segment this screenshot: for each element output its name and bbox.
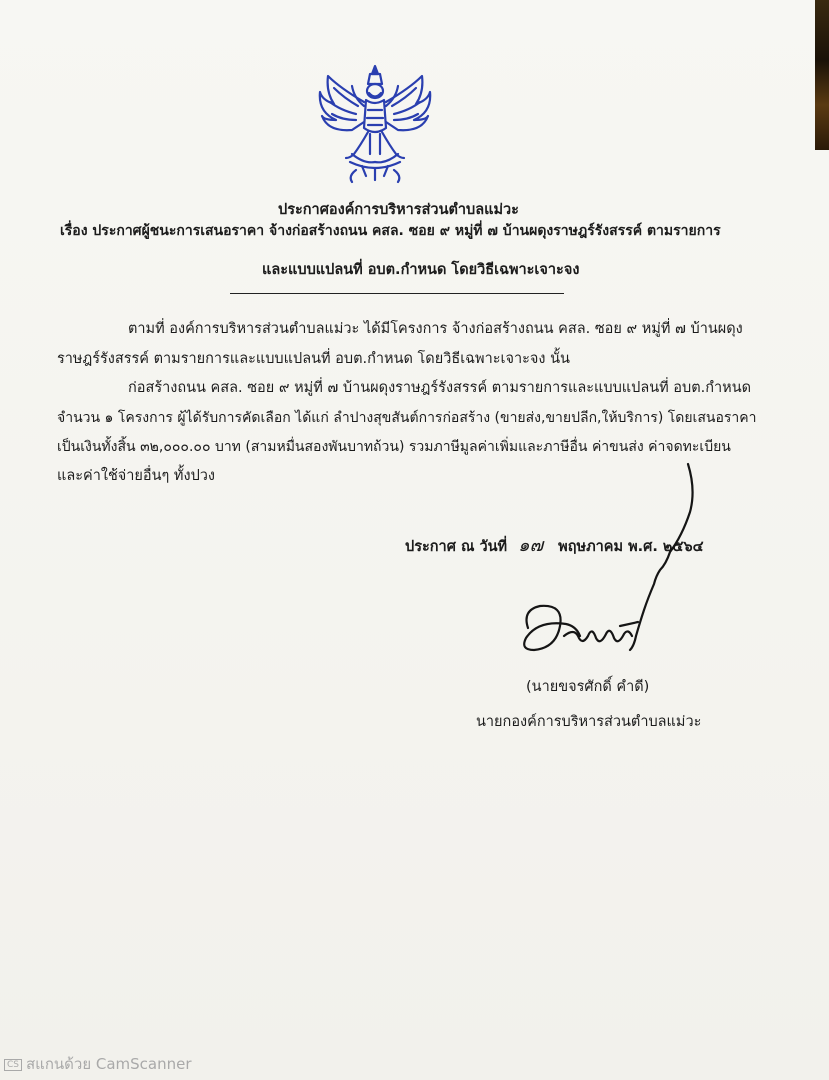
signer-name: (นายขจรศักดิ์ คำดี) xyxy=(526,679,650,695)
camscanner-watermark xyxy=(4,1052,192,1076)
handwritten-signature xyxy=(520,460,720,675)
subject-line-1: เรื่อง ประกาศผู้ชนะการเสนอราคา จ้างก่อสร้างถนน คสล. ซอย ๙ หมู่ที่ ๗ บ้านผดุงราษฎร์รังสรรค์ ตามรายการ xyxy=(60,223,721,239)
signer-position: นายกองค์การบริหารส่วนตำบลแม่วะ xyxy=(476,714,702,730)
paragraph-1-line-1: ตามที่ องค์การบริหารส่วนตำบลแม่วะ ได้มีโครงการ จ้างก่อสร้างถนน คสล. ซอย ๙ หมู่ที่ ๗ บ้านผดุง xyxy=(128,321,743,337)
paragraph-1-line-2: ราษฎร์รังสรรค์ ตามรายการและแบบแปลนที่ อบต.กำหนด โดยวิธีเฉพาะเจาะจง นั้น xyxy=(57,351,570,367)
paragraph-2-line-3: เป็นเงินทั้งสิ้น ๓๒,๐๐๐.๐๐ บาท (สามหมื่นสองพันบาทถ้วน) รวมภาษีมูลค่าเพิ่มและภาษีอื่น ค่าขนส่ง ค่าจดทะเบียน xyxy=(57,439,731,455)
date-prefix: ประกาศ ณ วันที่ xyxy=(405,539,508,555)
garuda-emblem-icon xyxy=(300,58,450,198)
announcement-title: ประกาศองค์การบริหารส่วนตำบลแม่วะ xyxy=(278,202,519,218)
paragraph-2-line-2: จำนวน ๑ โครงการ ผู้ได้รับการคัดเลือก ได้แก่ ลำปางสุขสันต์การก่อสร้าง (ขายส่ง,ขายปลีก,ให้บริการ) โดยเสนอราคา xyxy=(57,410,757,426)
subject-line-2: และแบบแปลนที่ อบต.กำหนด โดยวิธีเฉพาะเจาะจง xyxy=(262,262,580,278)
date-day-handwritten: ๑๗ xyxy=(518,535,544,556)
watermark-text: สแกนด้วย CamScanner xyxy=(26,1055,192,1073)
camscanner-logo-icon: CS xyxy=(4,1059,22,1071)
paragraph-2-line-4: และค่าใช้จ่ายอื่นๆ ทั้งปวง xyxy=(57,468,215,484)
paragraph-2-line-1: ก่อสร้างถนน คสล. ซอย ๙ หมู่ที่ ๗ บ้านผดุงราษฎร์รังสรรค์ ตามรายการและแบบแปลนที่ อบต.กำหนด xyxy=(128,380,752,396)
date-month-year: พฤษภาคม พ.ศ. ๒๕๖๔ xyxy=(558,539,704,555)
background-edge xyxy=(815,0,829,150)
divider-line xyxy=(230,293,564,294)
